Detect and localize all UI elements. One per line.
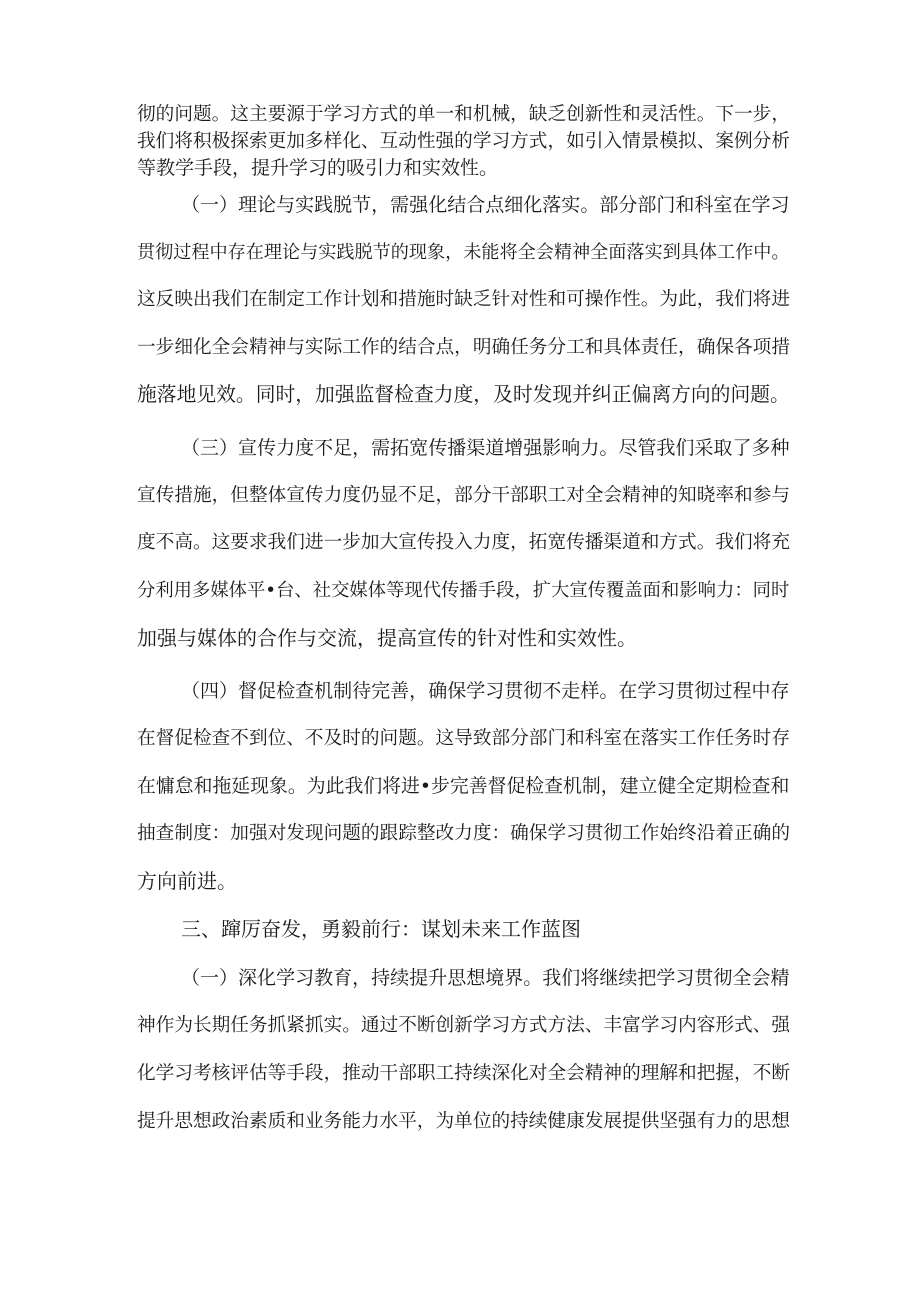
text-line: 提升思想政治素质和业务能力水平，为单位的持续健康发展提供坚强有力的思想 <box>137 1111 790 1132</box>
text-line: （一）理论与实践脱节，需强化结合点细化落实。部分部门和科室在学习 <box>181 194 790 216</box>
text-line: （四）督促检查机制待完善，确保学习贯彻不走样。在学习贯彻过程中存 <box>181 680 790 702</box>
text-line: 贯彻过程中存在理论与实践脱节的现象，未能将全会精神全面落实到具体工作中。 <box>137 242 790 263</box>
text-line: 抽查制度：加强对发现问题的跟踪整改力度：确保学习贯彻工作始终沿着正确的 <box>137 823 790 844</box>
text-line: 神作为长期任务抓紧抓实。通过不断创新学习方式方法、丰富学习内容形式、强 <box>137 1015 790 1036</box>
text-line: （一）深化学习教育，持续提升思想境界。我们将继续把学习贯彻全会精 <box>181 967 790 989</box>
text-line: 加强与媒体的合作与交流，提高宣传的针对性和实效性。 <box>137 626 637 650</box>
text-line: 在督促检查不到位、不及时的问题。这导致部分部门和科室在落实工作任务时存 <box>137 728 790 749</box>
text-line: 等教学手段，提升学习的吸引力和实效性。 <box>137 157 499 179</box>
text-line: 一步细化全会精神与实际工作的结合点，明确任务分工和具体责任，确保各项措 <box>137 337 790 358</box>
text-line: 化学习考核评估等手段，推动干部职工持续深化对全会精神的理解和把握，不断 <box>137 1063 790 1084</box>
text-line: 分利用多媒体平•台、社交媒体等现代传播手段，扩大宣传覆盖面和影响力：同时 <box>137 580 790 601</box>
text-line: 这反映出我们在制定工作计划和措施时缺乏针对性和可操作性。为此，我们将进 <box>137 289 790 310</box>
text-line: 施落地见效。同时，加强监督检查力度，及时发现并纠正偏离方向的问题。 <box>137 383 790 406</box>
section-heading: 三、蹿厉奋发，勇毅前行：谋划未来工作蓝图 <box>181 917 581 941</box>
text-line: 度不高。这要求我们进一步加大宣传投入力度，拓宽传播渠道和方式。我们将充 <box>137 532 790 553</box>
text-line: 方向前进。 <box>137 869 237 893</box>
text-line: 我们将积极探索更加多样化、互动性强的学习方式，如引入情景模拟、案例分析 <box>137 131 790 152</box>
text-line: 在慵怠和拖延现象。为此我们将进•步完善督促检查机制，建立健全定期检查和 <box>137 775 790 797</box>
text-line: （三）宣传力度不足，需拓宽传播渠道增强影响力。尽管我们采取了多种 <box>181 437 790 459</box>
text-line: 彻的问题。这主要源于学习方式的单一和机械，缺乏创新性和灵活性。下一步， <box>137 104 790 125</box>
text-line: 宣传措施，但整体宣传力度仍显不足，部分干部职工对全会精神的知晓率和参与 <box>137 485 790 506</box>
